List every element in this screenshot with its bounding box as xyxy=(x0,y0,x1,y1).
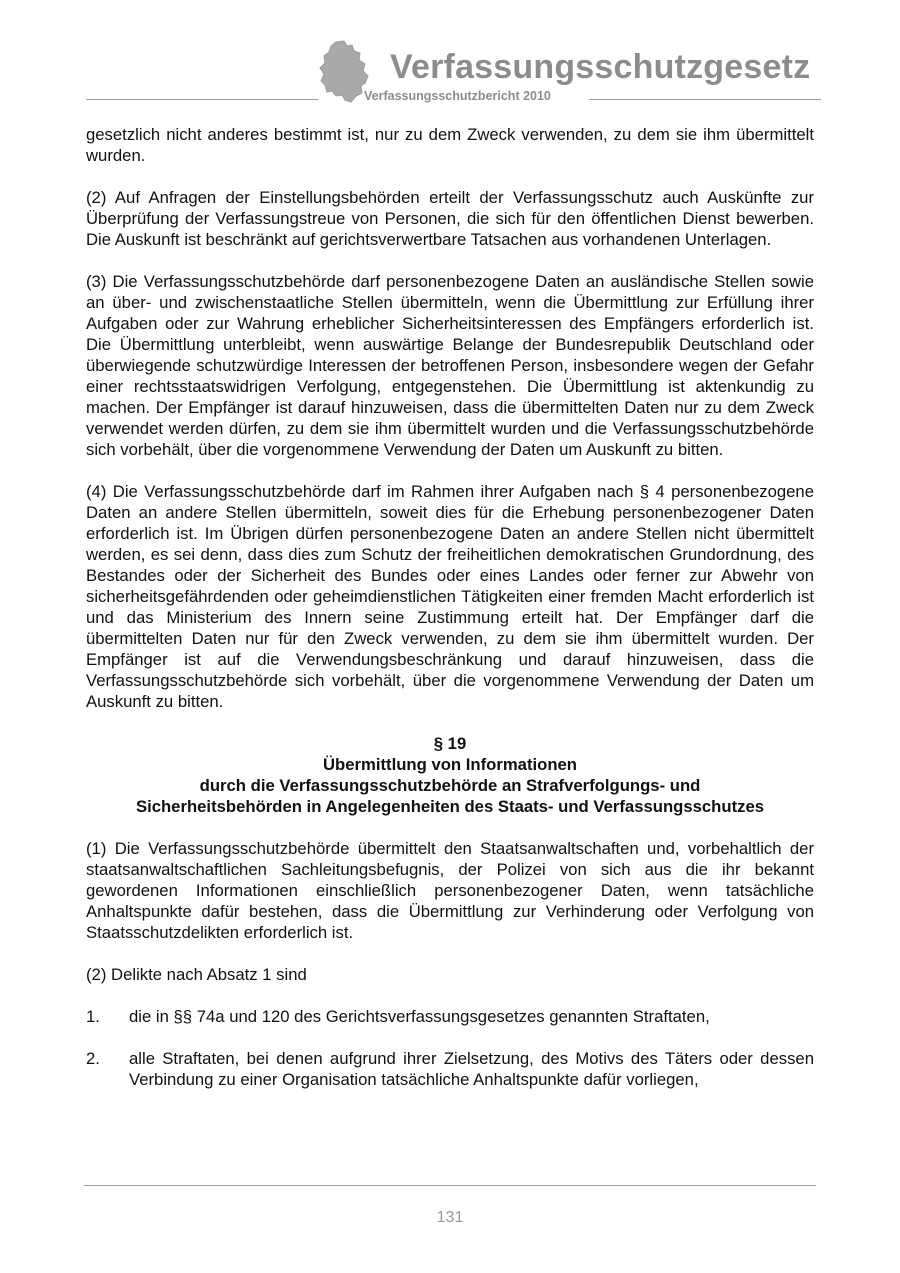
state-map-icon xyxy=(318,40,370,104)
header-rule-right xyxy=(589,99,821,100)
section-title-line-3: Sicherheitsbehörden in Angelegenheiten des Staats- und Verfassungsschutzes xyxy=(135,797,765,816)
footer-rule xyxy=(84,1185,816,1186)
section-heading xyxy=(86,733,814,817)
page-header xyxy=(0,0,900,110)
section-title-line-2: durch die Verfassungsschutzbehörde an Strafverfolgungs- und xyxy=(199,776,701,795)
list-item-number: 2. xyxy=(86,1049,100,1068)
header-subtitle: Verfassungsschutzbericht 2010 xyxy=(364,89,551,103)
list-item-number: 1. xyxy=(86,1007,100,1026)
section-paragraph-2: (2) Delikte nach Absatz 1 sind xyxy=(86,965,307,984)
list-item-text: alle Straftaten, bei denen aufgrund ihrer Zielsetzung, des Motivs des Täters oder dessen Verbindung zu einer Organisation tatsächliche Anhaltspunkte dafür vorliegen, xyxy=(129,1049,814,1089)
header-rule-left xyxy=(86,99,318,100)
list-item-text: die in §§ 74a und 120 des Gerichtsverfassungsgesetzes genannten Straftaten, xyxy=(129,1007,710,1026)
list-item xyxy=(86,1048,814,1090)
section-number: § 19 xyxy=(433,734,467,753)
header-title: Verfassungsschutzgesetz xyxy=(390,48,811,86)
paragraph-continuation: gesetzlich nicht anderes bestimmt ist, nur zu dem Zweck verwenden, zu dem sie ihm übermittelt wurden. xyxy=(86,125,814,165)
page-content xyxy=(86,124,814,1111)
paragraph-4: (4) Die Verfassungsschutzbehörde darf im Rahmen ihrer Aufgaben nach § 4 personenbezogene Daten an andere Stellen übermitteln, soweit dies für die Erhebung personenbezogener Daten erforderlich ist. Im Übrigen dürfen personenbezogene Daten an andere Stellen nicht übermittelt werden, es sei denn, dass dies zum Schutz der freiheitlichen demokratischen Grundordnung, des Bestandes oder der Sicherheit des Bundes oder eines Landes oder ferner zur Abwehr von sicherheitsgefährdenden oder geheimdienstlichen Tätigkeiten einer fremden Macht erforderlich ist und das Ministerium des Innern seine Zustimmung erteilt hat. Der Empfänger darf die übermittelten Daten nur für den Zweck verwenden, zu dem sie ihm übermittelt wurden. Der Empfänger ist auf die Verwendungsbeschränkung und darauf hinzuweisen, dass die Verfassungsschutzbehörde sich vorbehält, über die vorgenommene Verwendung der Daten um Auskunft zu bitten. xyxy=(86,482,814,711)
section-paragraph-1: (1) Die Verfassungsschutzbehörde übermittelt den Staatsanwaltschaften und, vorbehaltlich der staatsanwaltschaftlichen Sachleitungsbefugnis, der Polizei von sich aus die ihr bekannt gewordenen Informationen einschließlich personenbezogener Daten, wenn tatsächliche Anhaltspunkte dafür bestehen, dass die Übermittlung zur Verhinderung oder Verfolgung von Staatsschutzdelikten erforderlich ist. xyxy=(86,839,814,942)
section-title-line-1: Übermittlung von Informationen xyxy=(322,755,577,774)
page-number: 131 xyxy=(436,1209,464,1226)
paragraph-2: (2) Auf Anfragen der Einstellungsbehörden erteilt der Verfassungsschutz auch Auskünfte zur Überprüfung der Verfassungstreue von Personen, die sich für den öffentlichen Dienst bewerben. Die Auskunft ist beschränkt auf gerichtsverwertbare Tatsachen aus vorhandenen Unterlagen. xyxy=(86,188,814,249)
paragraph-3: (3) Die Verfassungsschutzbehörde darf personenbezogene Daten an ausländische Stellen sowie an über- und zwischenstaatliche Stellen übermitteln, wenn die Übermittlung zur Erfüllung ihrer Aufgaben oder zur Wahrung erheblicher Sicherheitsinteressen des Empfängers erforderlich ist. Die Übermittlung unterbleibt, wenn auswärtige Belange der Bundesrepublik Deutschland oder überwiegende schutzwürdige Interessen der betroffenen Person, insbesondere wegen der Gefahr einer rechtsstaatswidrigen Verfolgung, entgegenstehen. Die Übermittlung ist aktenkundig zu machen. Der Empfänger ist darauf hinzuweisen, dass die übermittelten Daten nur zu dem Zweck verwendet werden dürfen, zu dem sie ihm übermittelt wurden und die Verfassungsschutzbehörde sich vorbehält, über die vorgenommene Verwendung der Daten um Auskunft zu bitten. xyxy=(86,272,814,459)
list-item xyxy=(86,1006,814,1027)
